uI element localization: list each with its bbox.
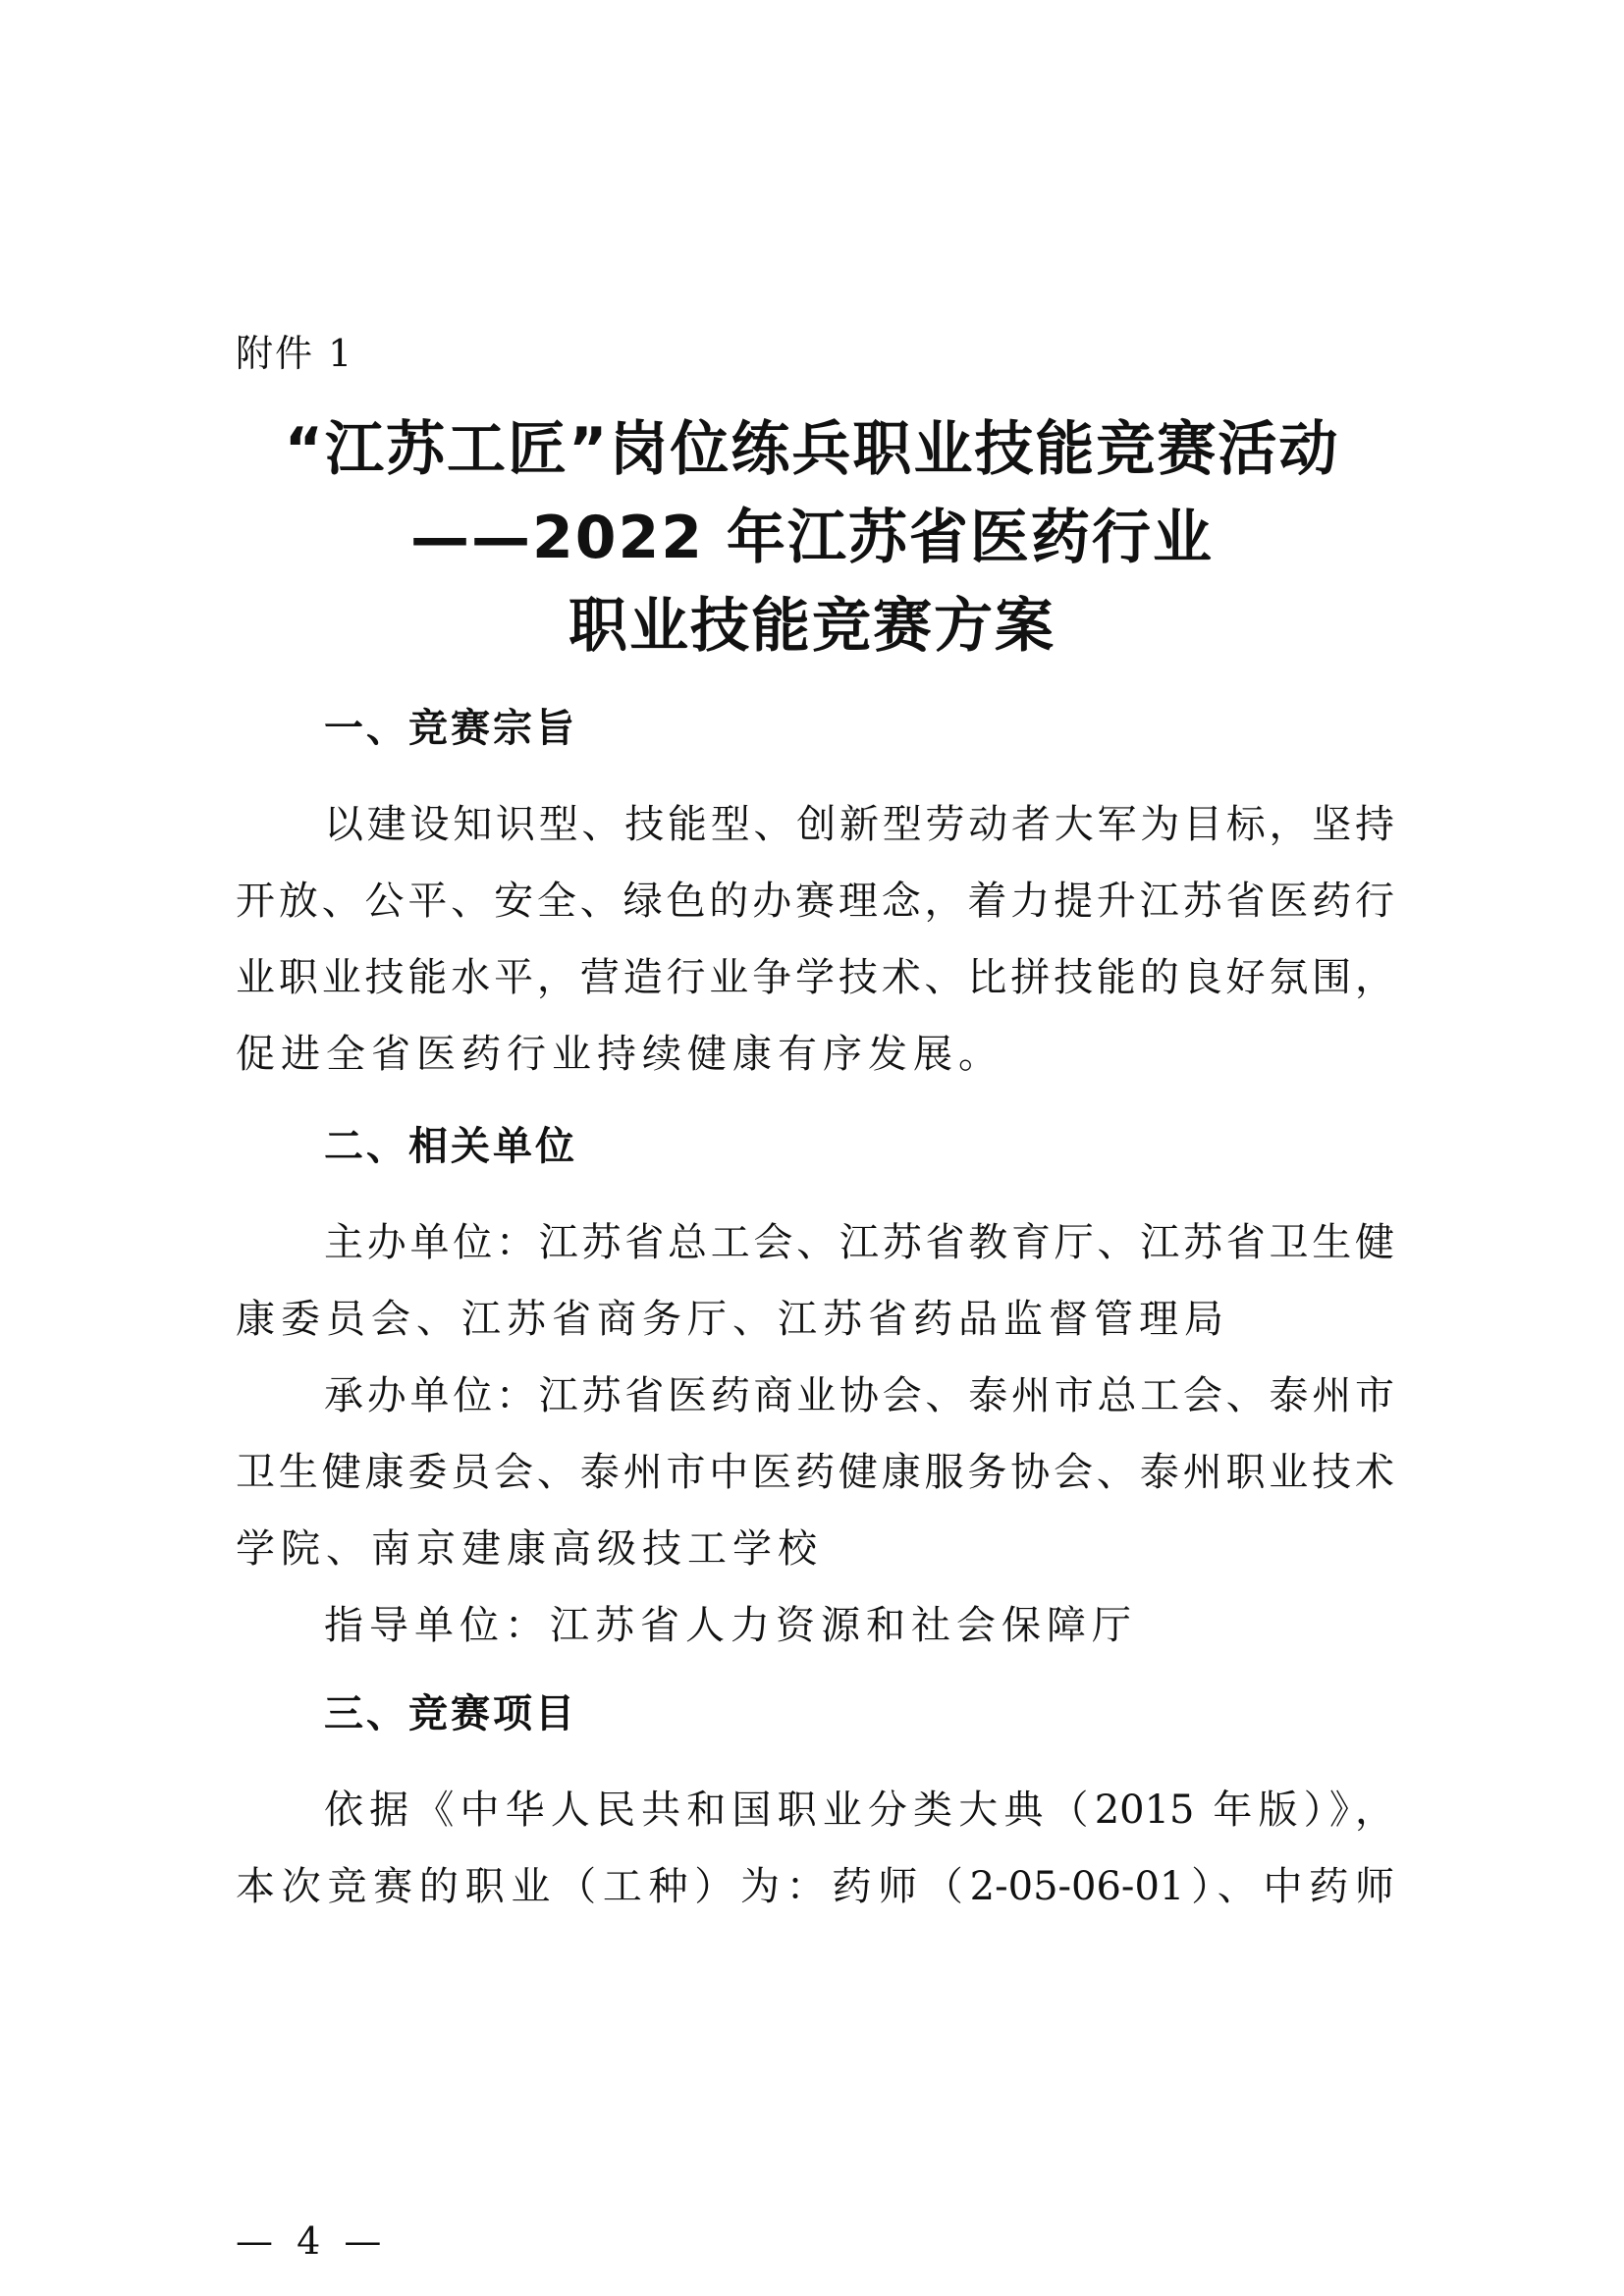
title-line-2: ——2022 年江苏省医药行业 xyxy=(410,504,1214,572)
paragraph-line: 本次竞赛的职业（工种）为：药师（2-05-06-01）、中药师 xyxy=(236,1864,1394,1909)
title-line-3: 职业技能竞赛方案 xyxy=(568,592,1056,661)
section-heading-events: 三、竞赛项目 xyxy=(324,1691,577,1736)
paragraph-line: 以建设知识型、技能型、创新型劳动者大军为目标，坚持 xyxy=(324,802,1394,847)
page-number: — 4 — xyxy=(236,2219,388,2263)
section-heading-units: 二、相关单位 xyxy=(324,1124,577,1169)
paragraph-line: 卫生健康委员会、泰州市中医药健康服务协会、泰州职业技术 xyxy=(236,1450,1394,1495)
attachment-label: 附件 1 xyxy=(236,332,354,375)
title-line-1: “江苏工匠”岗位练兵职业技能竞赛活动 xyxy=(284,415,1340,484)
paragraph-line: 学院、南京建康高级技工学校 xyxy=(236,1526,823,1572)
paragraph-line: 康委员会、江苏省商务厅、江苏省药品监督管理局 xyxy=(236,1297,1229,1342)
paragraph-line: 依据《中华人民共和国职业分类大典（2015 年版）》， xyxy=(324,1788,1394,1833)
paragraph-line: 主办单位：江苏省总工会、江苏省教育厅、江苏省卫生健 xyxy=(324,1220,1394,1265)
paragraph-line: 开放、公平、安全、绿色的办赛理念，着力提升江苏省医药行 xyxy=(236,879,1394,924)
paragraph-line: 业职业技能水平，营造行业争学技术、比拼技能的良好氛围， xyxy=(236,955,1394,1000)
section-heading-purpose: 一、竞赛宗旨 xyxy=(324,706,577,751)
paragraph-line: 指导单位：江苏省人力资源和社会保障厅 xyxy=(324,1603,1137,1648)
paragraph-line: 承办单位：江苏省医药商业协会、泰州市总工会、泰州市 xyxy=(324,1373,1394,1418)
paragraph-line: 促进全省医药行业持续健康有序发展。 xyxy=(236,1032,1003,1077)
